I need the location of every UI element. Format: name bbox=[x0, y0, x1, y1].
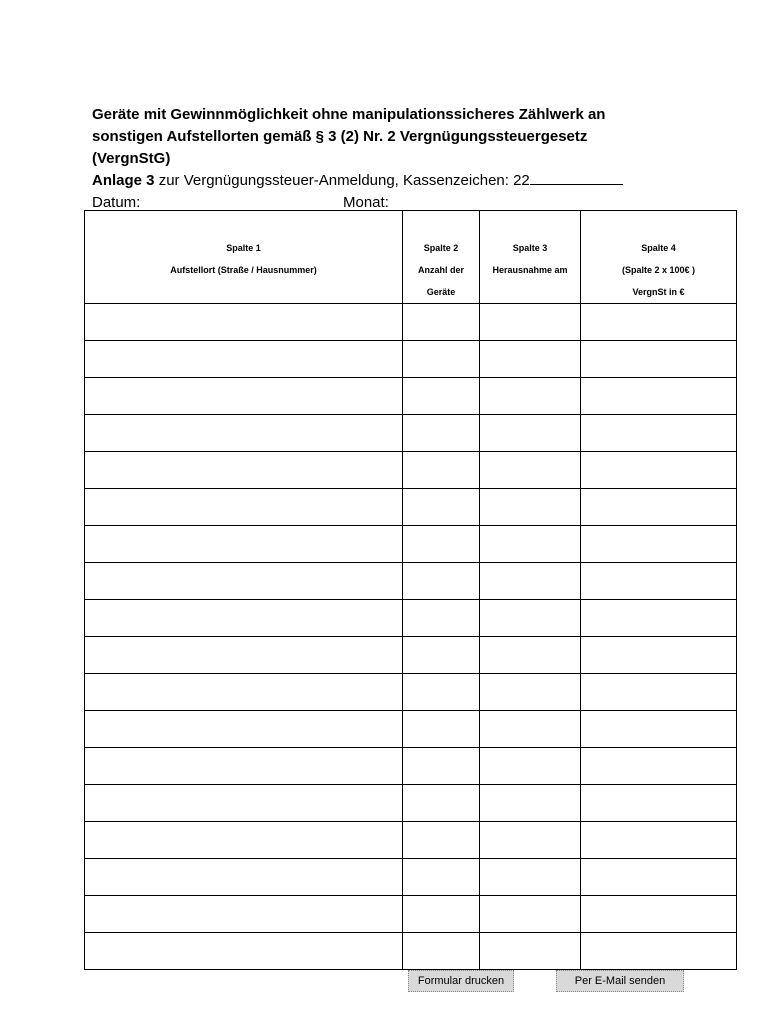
aufstellort-cell[interactable] bbox=[85, 378, 403, 415]
vergnst-cell[interactable] bbox=[581, 637, 737, 674]
column-header-number: Spalte 3 bbox=[512, 243, 548, 253]
herausnahme-cell[interactable] bbox=[480, 563, 581, 600]
column-header-number: Spalte 4 bbox=[641, 243, 676, 253]
table-row bbox=[85, 489, 737, 526]
form-title-line-1: Geräte mit Gewinnmöglichkeit ohne manipulationssicheres Zählwerk an bbox=[92, 106, 606, 123]
column-header-label: Aufstellort (Straße / Hausnummer) bbox=[170, 265, 317, 275]
aufstellort-cell[interactable] bbox=[85, 674, 403, 711]
vergnst-cell[interactable] bbox=[581, 859, 737, 896]
anzahl-cell[interactable] bbox=[403, 859, 480, 896]
table-row bbox=[85, 600, 737, 637]
table-row bbox=[85, 711, 737, 748]
aufstellort-cell[interactable] bbox=[85, 748, 403, 785]
vergnst-cell[interactable] bbox=[581, 600, 737, 637]
form-title-line-2: sonstigen Aufstellorten gemäß § 3 (2) Nr. 2 Vergnügungssteuergesetz bbox=[92, 128, 588, 145]
herausnahme-cell[interactable] bbox=[480, 378, 581, 415]
anzahl-cell[interactable] bbox=[403, 933, 480, 970]
table-body bbox=[85, 304, 737, 970]
herausnahme-cell[interactable] bbox=[480, 859, 581, 896]
table-header-row bbox=[85, 211, 737, 304]
herausnahme-cell[interactable] bbox=[480, 711, 581, 748]
vergnst-cell[interactable] bbox=[581, 489, 737, 526]
aufstellort-cell[interactable] bbox=[85, 933, 403, 970]
aufstellort-cell[interactable] bbox=[85, 526, 403, 563]
anzahl-cell[interactable] bbox=[403, 526, 480, 563]
table-row bbox=[85, 341, 737, 378]
herausnahme-cell[interactable] bbox=[480, 896, 581, 933]
aufstellort-cell[interactable] bbox=[85, 452, 403, 489]
aufstellort-cell[interactable] bbox=[85, 896, 403, 933]
print-form-button[interactable]: Formular drucken bbox=[408, 970, 514, 992]
anzahl-cell[interactable] bbox=[403, 822, 480, 859]
table-row bbox=[85, 822, 737, 859]
herausnahme-cell[interactable] bbox=[480, 933, 581, 970]
aufstellort-cell[interactable] bbox=[85, 859, 403, 896]
table-row bbox=[85, 859, 737, 896]
aufstellort-cell[interactable] bbox=[85, 711, 403, 748]
table-row bbox=[85, 674, 737, 711]
vergnst-cell[interactable] bbox=[581, 378, 737, 415]
anlage-label: Anlage 3 bbox=[92, 172, 155, 189]
column-header-label-2: Geräte bbox=[426, 287, 456, 297]
form-title-line-3: (VergnStG) bbox=[92, 150, 171, 167]
column-header-spalte-1 bbox=[85, 211, 403, 304]
table-row bbox=[85, 785, 737, 822]
anzahl-cell[interactable] bbox=[403, 637, 480, 674]
column-header-label-2: VergnSt in € bbox=[632, 287, 685, 297]
anzahl-cell[interactable] bbox=[403, 748, 480, 785]
herausnahme-cell[interactable] bbox=[480, 822, 581, 859]
anlage-description: zur Vergnügungssteuer-Anmeldung, Kassenzeichen: 22 bbox=[154, 172, 530, 189]
herausnahme-cell[interactable] bbox=[480, 674, 581, 711]
table-row bbox=[85, 526, 737, 563]
vergnst-cell[interactable] bbox=[581, 748, 737, 785]
herausnahme-cell[interactable] bbox=[480, 489, 581, 526]
aufstellort-cell[interactable] bbox=[85, 489, 403, 526]
vergnst-cell[interactable] bbox=[581, 674, 737, 711]
anzahl-cell[interactable] bbox=[403, 711, 480, 748]
column-header-spalte-4 bbox=[581, 211, 737, 304]
datum-label: Datum: bbox=[92, 194, 141, 211]
aufstellort-cell[interactable] bbox=[85, 637, 403, 674]
herausnahme-cell[interactable] bbox=[480, 748, 581, 785]
column-header-spalte-2 bbox=[403, 211, 480, 304]
vergnst-cell[interactable] bbox=[581, 415, 737, 452]
table-row bbox=[85, 896, 737, 933]
anzahl-cell[interactable] bbox=[403, 600, 480, 637]
table-row bbox=[85, 748, 737, 785]
vergnst-cell[interactable] bbox=[581, 452, 737, 489]
table-row bbox=[85, 378, 737, 415]
anzahl-cell[interactable] bbox=[403, 785, 480, 822]
vergnst-cell[interactable] bbox=[581, 933, 737, 970]
anzahl-cell[interactable] bbox=[403, 415, 480, 452]
aufstellort-cell[interactable] bbox=[85, 415, 403, 452]
anzahl-cell[interactable] bbox=[403, 378, 480, 415]
anzahl-cell[interactable] bbox=[403, 489, 480, 526]
table-row bbox=[85, 563, 737, 600]
anzahl-cell[interactable] bbox=[403, 341, 480, 378]
herausnahme-cell[interactable] bbox=[480, 452, 581, 489]
vergnst-cell[interactable] bbox=[581, 896, 737, 933]
anzahl-cell[interactable] bbox=[403, 452, 480, 489]
column-header-label: Herausnahme am bbox=[492, 265, 568, 275]
send-email-button[interactable]: Per E-Mail senden bbox=[556, 970, 684, 992]
aufstellort-cell[interactable] bbox=[85, 600, 403, 637]
column-header-label: (Spalte 2 x 100€ ) bbox=[621, 265, 696, 275]
form-title bbox=[92, 104, 732, 170]
vergnst-cell[interactable] bbox=[581, 563, 737, 600]
column-header-label: Anzahl der bbox=[417, 265, 464, 275]
vergnst-cell[interactable] bbox=[581, 341, 737, 378]
aufstellort-cell[interactable] bbox=[85, 822, 403, 859]
anzahl-cell[interactable] bbox=[403, 674, 480, 711]
herausnahme-cell[interactable] bbox=[480, 304, 581, 341]
anlage-line bbox=[92, 170, 623, 191]
anzahl-cell[interactable] bbox=[403, 304, 480, 341]
herausnahme-cell[interactable] bbox=[480, 600, 581, 637]
herausnahme-cell[interactable] bbox=[480, 637, 581, 674]
vergnst-cell[interactable] bbox=[581, 822, 737, 859]
herausnahme-cell[interactable] bbox=[480, 341, 581, 378]
anzahl-cell[interactable] bbox=[403, 896, 480, 933]
geraete-table bbox=[84, 210, 737, 970]
herausnahme-cell[interactable] bbox=[480, 785, 581, 822]
vergnst-cell[interactable] bbox=[581, 526, 737, 563]
aufstellort-cell[interactable] bbox=[85, 785, 403, 822]
vergnst-cell[interactable] bbox=[581, 304, 737, 341]
table-row bbox=[85, 933, 737, 970]
table-row bbox=[85, 452, 737, 489]
column-header-number: Spalte 1 bbox=[226, 243, 261, 253]
herausnahme-cell[interactable] bbox=[480, 415, 581, 452]
aufstellort-cell[interactable] bbox=[85, 341, 403, 378]
anzahl-cell[interactable] bbox=[403, 563, 480, 600]
aufstellort-cell[interactable] bbox=[85, 304, 403, 341]
table-row bbox=[85, 415, 737, 452]
aufstellort-cell[interactable] bbox=[85, 563, 403, 600]
column-header-number: Spalte 2 bbox=[423, 243, 459, 253]
herausnahme-cell[interactable] bbox=[480, 526, 581, 563]
table-row bbox=[85, 637, 737, 674]
vergnst-cell[interactable] bbox=[581, 785, 737, 822]
vergnst-cell[interactable] bbox=[581, 711, 737, 748]
monat-label: Monat: bbox=[343, 194, 389, 211]
column-header-spalte-3 bbox=[480, 211, 581, 304]
table-row bbox=[85, 304, 737, 341]
kassenzeichen-field[interactable] bbox=[530, 170, 623, 185]
